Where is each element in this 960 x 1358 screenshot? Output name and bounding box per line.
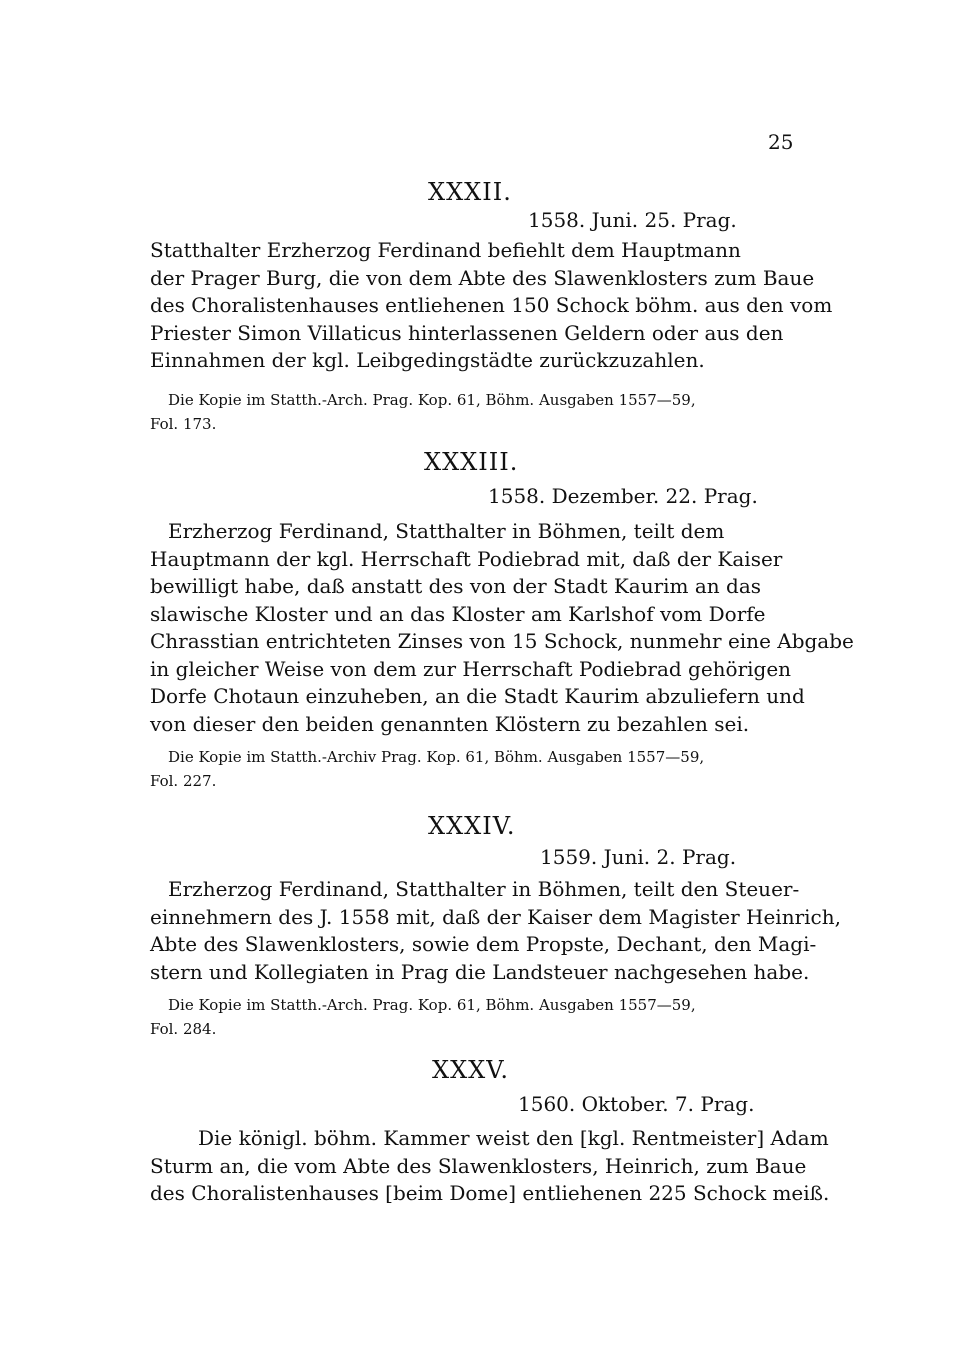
entry-dateline: 1560. Oktober. 7. Prag. <box>518 1092 755 1116</box>
entry-numeral: XXXII. <box>428 178 512 206</box>
summary-line: der Prager Burg, die von dem Abte des Slawenklosters zum Baue <box>150 265 815 290</box>
note-line: Die Kopie im Statth.-Arch. Prag. Kop. 61, Böhm. Ausgaben 1557—59, <box>168 391 696 409</box>
summary-line: Chrasstian entrichteten Zinses von 15 Schock, nunmehr eine Abgabe <box>150 629 854 653</box>
page-number: 25 <box>768 130 794 154</box>
summary-line: einnehmern des J. 1558 mit, daß der Kaiser dem Magister Heinrich, <box>150 904 841 929</box>
note-line: Fol. 173. <box>150 415 217 433</box>
entry-source-note <box>150 993 793 1041</box>
summary-line: bewilligt habe, daß anstatt des von der Stadt Kaurim an das <box>150 574 762 598</box>
summary-line: Erzherzog Ferdinand, Statthalter in Böhmen, teilt den Steuer- <box>168 877 800 901</box>
summary-line: Abte des Slawenklosters, sowie dem Propste, Dechant, den Magi- <box>150 932 817 956</box>
summary-line: Die königl. böhm. Kammer weist den [kgl. Rentmeister] Adam <box>198 1126 829 1150</box>
entry-dateline: 1558. Juni. 25. Prag. <box>528 208 737 232</box>
note-line: Fol. 284. <box>150 1020 217 1038</box>
summary-line: slawische Kloster und an das Kloster am Karlshof vom Dorfe <box>150 601 766 626</box>
summary-line: stern und Kollegiaten in Prag die Landsteuer nachgesehen habe. <box>150 959 810 984</box>
entry-dateline: 1558. Dezember. 22. Prag. <box>488 484 758 508</box>
note-line: Die Kopie im Statth.-Archiv Prag. Kop. 61, Böhm. Ausgaben 1557—59, <box>168 748 705 766</box>
entry-source-note <box>150 745 793 793</box>
summary-line: des Choralistenhauses entliehenen 150 Schock böhm. aus den vom <box>150 293 833 317</box>
summary-line: Dorfe Chotaun einzuheben, an die Stadt Kaurim abzuliefern und <box>150 684 805 708</box>
entry-numeral: XXXIV. <box>428 812 516 840</box>
entry-summary <box>150 237 833 375</box>
summary-line: Sturm an, die vom Abte des Slawenklosters, Heinrich, zum Baue <box>150 1153 807 1178</box>
summary-line: Hauptmann der kgl. Herrschaft Podiebrad mit, daß der Kaiser <box>150 546 783 571</box>
entry-dateline: 1559. Juni. 2. Prag. <box>540 845 737 869</box>
entry-numeral: XXXV. <box>432 1056 510 1084</box>
entry-numeral: XXXIII. <box>424 448 519 476</box>
entry-source-note <box>150 388 793 436</box>
summary-line: Priester Simon Villaticus hinterlassenen Geldern oder aus den <box>150 320 784 345</box>
summary-line: in gleicher Weise von dem zur Herrschaft Podiebrad gehörigen <box>150 656 792 681</box>
entry-summary <box>150 518 854 738</box>
summary-line: Einnahmen der kgl. Leibgedingstädte zurückzuzahlen. <box>150 348 705 372</box>
entry-summary <box>150 876 841 986</box>
note-line: Fol. 227. <box>150 772 217 790</box>
summary-line: des Choralistenhauses [beim Dome] entliehenen 225 Schock meiß. <box>150 1181 830 1205</box>
summary-line: Erzherzog Ferdinand, Statthalter in Böhmen, teilt dem <box>168 519 725 543</box>
entry-summary <box>150 1125 830 1208</box>
note-line: Die Kopie im Statth.-Arch. Prag. Kop. 61, Böhm. Ausgaben 1557—59, <box>168 996 696 1014</box>
summary-line: von dieser den beiden genannten Klöstern zu bezahlen sei. <box>150 711 750 736</box>
summary-line: Statthalter Erzherzog Ferdinand befiehlt dem Hauptmann <box>150 238 741 262</box>
